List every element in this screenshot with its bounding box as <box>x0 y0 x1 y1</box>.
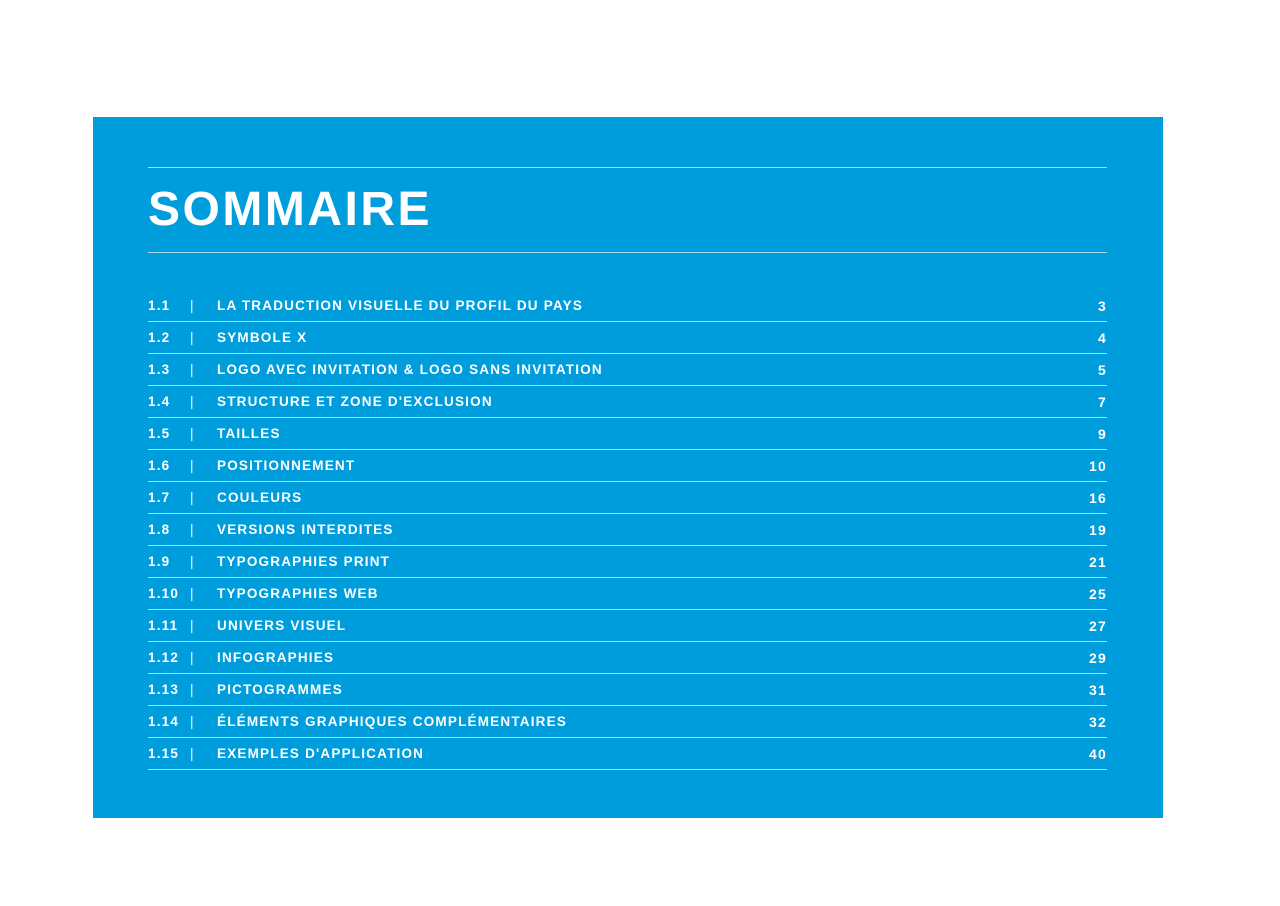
toc-entry-separator: | <box>190 490 195 505</box>
toc-entry-label: ÉLÉMENTS GRAPHIQUES COMPLÉMENTAIRES <box>217 714 568 729</box>
toc-entry-label: TYPOGRAPHIES WEB <box>217 586 379 601</box>
toc-entry-number: 1.1 <box>148 298 171 313</box>
toc-row[interactable] <box>148 706 1107 738</box>
toc-row[interactable] <box>148 290 1107 322</box>
toc-entry-separator: | <box>190 330 195 345</box>
toc-entry-page: 29 <box>1089 649 1107 666</box>
toc-entry-number: 1.6 <box>148 458 171 473</box>
toc-entry-page: 31 <box>1089 681 1107 698</box>
toc-row[interactable] <box>148 354 1107 386</box>
toc-entry-label: COULEURS <box>217 490 303 505</box>
toc-entry-number: 1.13 <box>148 682 180 697</box>
toc-entry-label: POSITIONNEMENT <box>217 458 356 473</box>
title-bottom-rule <box>148 252 1107 253</box>
toc-entry-separator: | <box>190 682 195 697</box>
toc-entry-page: 5 <box>1098 361 1107 378</box>
toc-entry-separator: | <box>190 650 195 665</box>
table-of-contents <box>148 290 1107 770</box>
toc-entry-label: TAILLES <box>217 426 281 441</box>
toc-entry-number: 1.4 <box>148 394 171 409</box>
toc-entry-number: 1.5 <box>148 426 171 441</box>
toc-entry-label: SYMBOLE X <box>217 330 308 345</box>
toc-entry-page: 7 <box>1098 393 1107 410</box>
toc-entry-separator: | <box>190 362 195 377</box>
toc-entry-label: VERSIONS INTERDITES <box>217 522 394 537</box>
toc-entry-label: EXEMPLES D'APPLICATION <box>217 746 425 761</box>
toc-entry-page: 4 <box>1098 329 1107 346</box>
toc-row[interactable] <box>148 642 1107 674</box>
toc-row[interactable] <box>148 514 1107 546</box>
toc-entry-page: 19 <box>1089 521 1107 538</box>
toc-entry-page: 32 <box>1089 713 1107 730</box>
toc-entry-page: 25 <box>1089 585 1107 602</box>
page-title: SOMMAIRE <box>148 183 432 236</box>
toc-row[interactable] <box>148 450 1107 482</box>
toc-entry-label: LOGO AVEC INVITATION & LOGO SANS INVITATION <box>217 362 603 377</box>
toc-entry-label: PICTOGRAMMES <box>217 682 343 697</box>
toc-entry-page: 21 <box>1089 553 1107 570</box>
toc-entry-label: TYPOGRAPHIES PRINT <box>217 554 391 569</box>
toc-entry-number: 1.12 <box>148 650 180 665</box>
toc-row[interactable] <box>148 578 1107 610</box>
toc-row[interactable] <box>148 610 1107 642</box>
toc-entry-page: 40 <box>1089 745 1107 762</box>
toc-entry-separator: | <box>190 554 195 569</box>
toc-entry-number: 1.8 <box>148 522 171 537</box>
toc-entry-separator: | <box>190 458 195 473</box>
toc-entry-page: 9 <box>1098 425 1107 442</box>
toc-entry-separator: | <box>190 714 195 729</box>
toc-entry-number: 1.7 <box>148 490 171 505</box>
toc-entry-page: 3 <box>1098 297 1107 314</box>
toc-row[interactable] <box>148 674 1107 706</box>
toc-entry-label: INFOGRAPHIES <box>217 650 335 665</box>
toc-entry-number: 1.3 <box>148 362 171 377</box>
toc-entry-label: UNIVERS VISUEL <box>217 618 347 633</box>
toc-row[interactable] <box>148 482 1107 514</box>
toc-entry-page: 10 <box>1089 457 1107 474</box>
toc-entry-number: 1.11 <box>148 618 179 633</box>
summary-content <box>93 167 1163 770</box>
toc-row[interactable] <box>148 546 1107 578</box>
toc-row[interactable] <box>148 738 1107 770</box>
toc-entry-number: 1.2 <box>148 330 171 345</box>
toc-row[interactable] <box>148 322 1107 354</box>
toc-entry-separator: | <box>190 394 195 409</box>
toc-entry-separator: | <box>190 618 195 633</box>
toc-entry-page: 16 <box>1089 489 1107 506</box>
toc-entry-separator: | <box>190 586 195 601</box>
summary-panel <box>93 117 1163 818</box>
toc-entry-separator: | <box>190 746 195 761</box>
toc-row[interactable] <box>148 418 1107 450</box>
toc-entry-label: LA TRADUCTION VISUELLE DU PROFIL DU PAYS <box>217 298 584 313</box>
toc-entry-separator: | <box>190 298 195 313</box>
toc-row[interactable] <box>148 386 1107 418</box>
toc-entry-number: 1.10 <box>148 586 180 601</box>
toc-entry-number: 1.9 <box>148 554 171 569</box>
toc-entry-separator: | <box>190 522 195 537</box>
toc-entry-page: 27 <box>1089 617 1107 634</box>
toc-entry-label: STRUCTURE ET ZONE D'EXCLUSION <box>217 394 493 409</box>
toc-entry-separator: | <box>190 426 195 441</box>
toc-entry-number: 1.14 <box>148 714 180 729</box>
toc-entry-number: 1.15 <box>148 746 180 761</box>
